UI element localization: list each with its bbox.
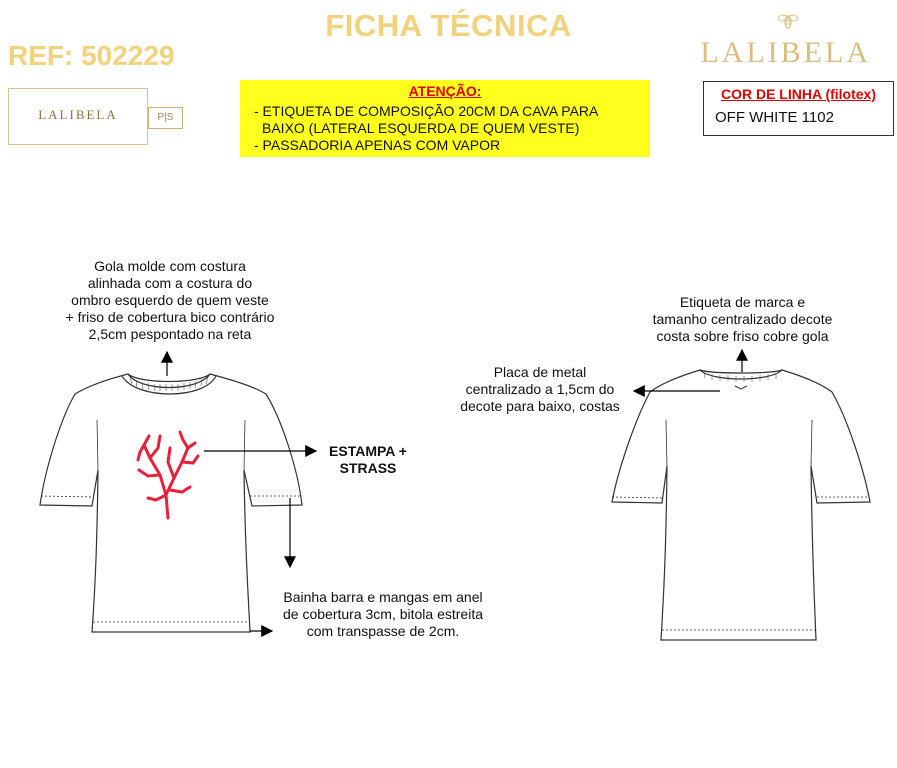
- attention-title: ATENÇÃO:: [408, 83, 482, 99]
- collar-note-line: alinhada com a costura do: [87, 275, 253, 291]
- logo-tag: P|S: [148, 107, 183, 129]
- plate-note-line: centralizado a 1,5cm do: [465, 381, 615, 397]
- hem-note-line: com transpasse de 2cm.: [306, 623, 460, 639]
- hem-note-line: Bainha barra e mangas em anel: [283, 589, 483, 605]
- metal-plate-mark: [735, 386, 747, 389]
- collar-note-line: 2,5cm pespontado na reta: [88, 326, 252, 342]
- reference-code: REF: 502229: [8, 40, 175, 71]
- print-note-line: STRASS: [339, 460, 397, 476]
- collar-note-line: Gola molde com costura: [94, 258, 246, 274]
- collar-note: [20, 258, 320, 343]
- label-note: [620, 294, 865, 345]
- coral-print: [138, 432, 198, 518]
- print-note-line: ESTAMPA +: [329, 443, 407, 459]
- label-note-line: costa sobre friso cobre gola: [656, 328, 829, 344]
- label-note-line: tamanho centralizado decote: [652, 311, 833, 327]
- hem-note: [258, 589, 508, 640]
- thread-color-title: COR DE LINHA (filotex): [720, 86, 877, 102]
- hem-note-line: de cobertura 3cm, bitola estreita: [283, 606, 483, 622]
- thread-color-value: OFF WHITE 1102: [715, 109, 834, 126]
- page-title: FICHA TÉCNICA: [325, 8, 572, 43]
- logo-brand-text: LALIBELA: [38, 107, 118, 122]
- brand-logo-text: LALIBELA: [700, 36, 871, 69]
- print-note: [318, 443, 418, 477]
- attention-line: - PASSADORIA APENAS COM VAPOR: [254, 137, 501, 153]
- back-tshirt-drawing: [612, 370, 870, 640]
- collar-note-line: ombro esquerdo de quem veste: [71, 292, 269, 308]
- collar-note-line: + friso de cobertura bico contrário: [65, 309, 275, 325]
- attention-line: BAIXO (LATERAL ESQUERDA DE QUEM VESTE): [262, 120, 580, 136]
- attention-line: - ETIQUETA DE COMPOSIÇÃO 20CM DA CAVA PARA: [254, 103, 599, 119]
- label-note-line: Etiqueta de marca e: [679, 294, 806, 310]
- plate-note-line: decote para baixo, costas: [460, 398, 620, 414]
- plate-note: [435, 364, 645, 415]
- plate-note-line: Placa de metal: [493, 364, 587, 380]
